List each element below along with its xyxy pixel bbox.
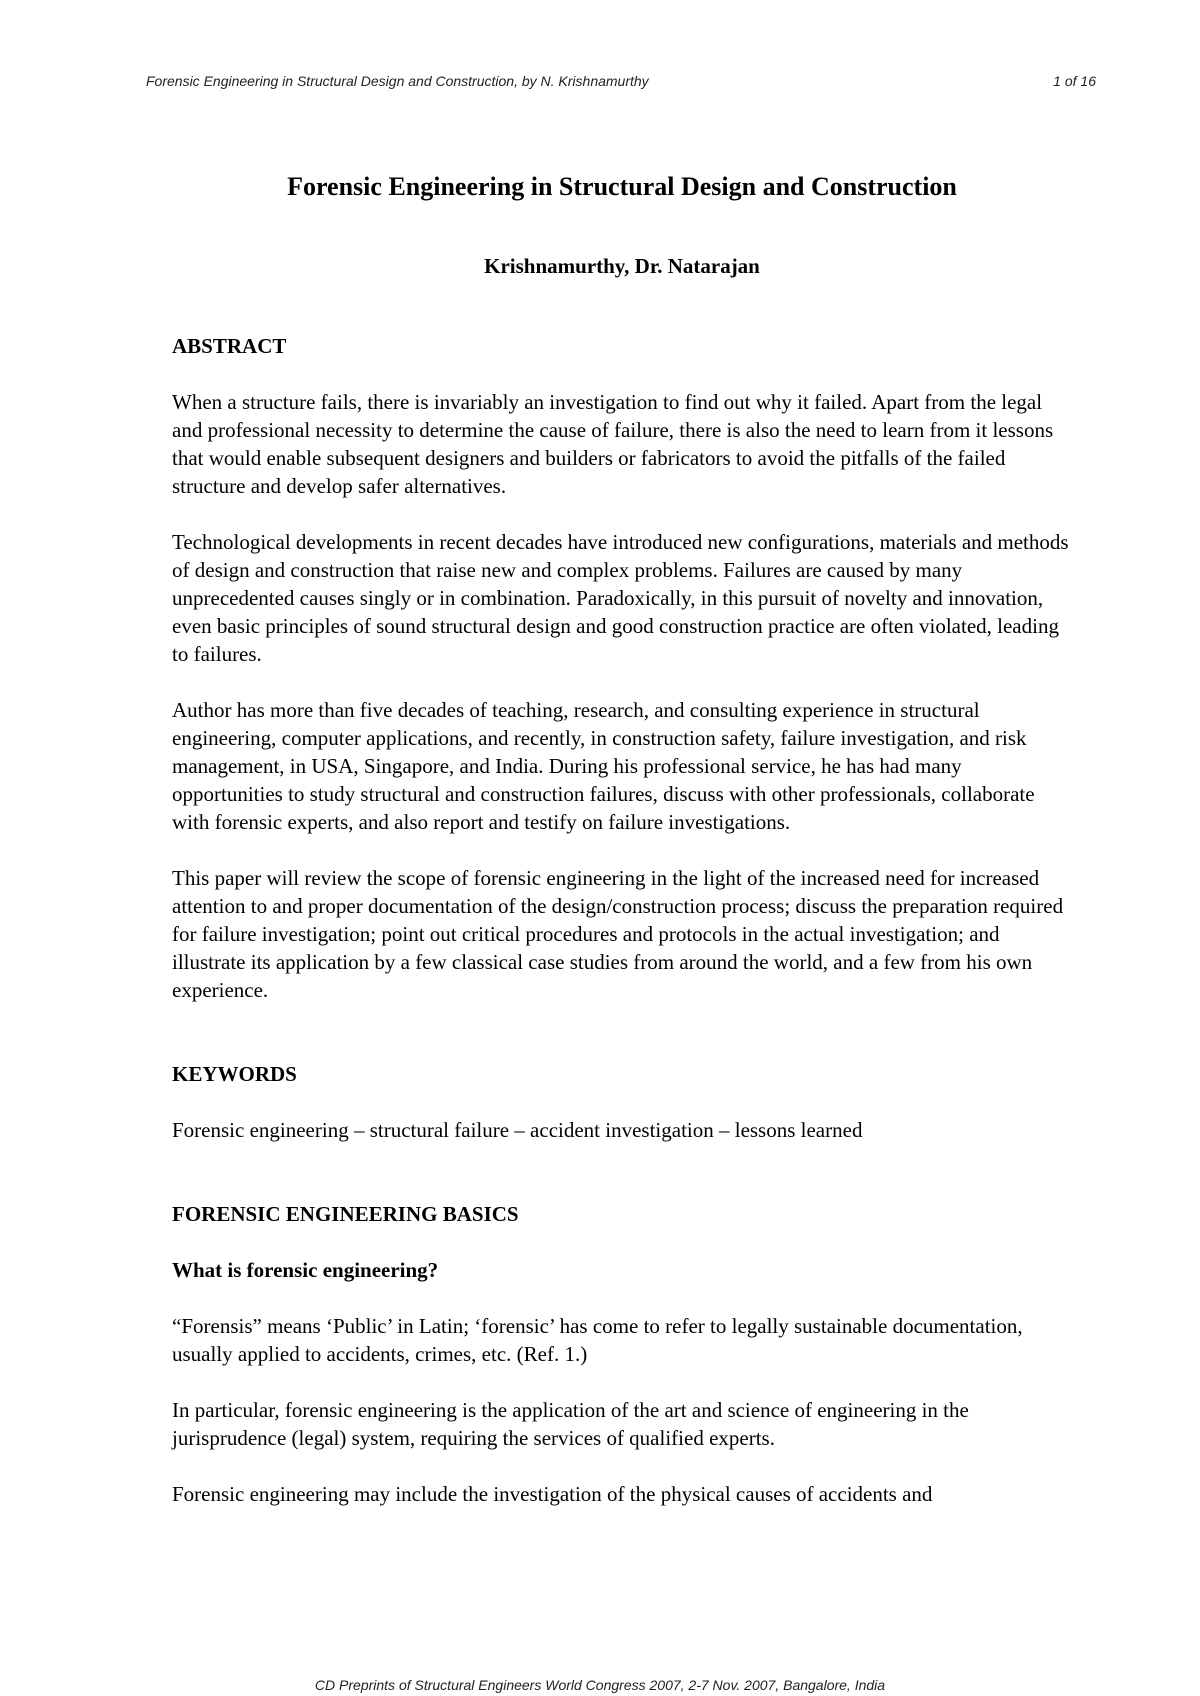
- paper-author: Krishnamurthy, Dr. Natarajan: [484, 254, 760, 278]
- paper-title: Forensic Engineering in Structural Design and Construction: [287, 172, 957, 201]
- abstract-paragraph-2: Technological developments in recent decades have introduced new configurations, materials and methods of design and construction that raise new and complex problems. Failures are caused by many unprecedented causes singly or in combination. Paradoxically, in this pursuit of novelty and innovation, even basic principles of sound structural design and good construction practice are often violated, leading to failures.: [172, 530, 1069, 666]
- abstract-paragraph-1: When a structure fails, there is invariably an investigation to find out why it failed. Apart from the legal and professional necessity to determine the cause of failure, there is also the need to learn from it lessons that would enable subsequent designers and builders or fabricators to avoid the pitfalls of the failed structure and develop safer alternatives.: [172, 390, 1054, 498]
- basics-subheading: What is forensic engineering?: [172, 1258, 439, 1282]
- running-header: [146, 73, 1096, 93]
- basics-paragraph-2: In particular, forensic engineering is the application of the art and science of engineering in the jurisprudence (legal) system, requiring the services of qualified experts.: [172, 1398, 969, 1450]
- abstract-heading: ABSTRACT: [172, 334, 287, 358]
- header-citation: Forensic Engineering in Structural Design and Construction, by N. Krishnamurthy: [146, 73, 649, 89]
- page-number: 1 of 16: [1053, 73, 1096, 89]
- running-footer: CD Preprints of Structural Engineers World Congress 2007, 2-7 Nov. 2007, Bangalore, India: [314, 1677, 886, 1693]
- basics-paragraph-3: Forensic engineering may include the investigation of the physical causes of accidents and: [172, 1482, 933, 1506]
- document-body: [172, 170, 1072, 1508]
- basics-paragraph-1: “Forensis” means ‘Public’ in Latin; ‘forensic’ has come to refer to legally sustainable documentation, usually applied to accidents, crimes, etc. (Ref. 1.): [172, 1314, 1023, 1366]
- basics-heading: FORENSIC ENGINEERING BASICS: [172, 1202, 519, 1226]
- keywords-text: Forensic engineering – structural failure – accident investigation – lessons learned: [172, 1118, 863, 1142]
- abstract-paragraph-4: This paper will review the scope of forensic engineering in the light of the increased need for increased attention to and proper documentation of the design/construction process; discuss the preparation required for failure investigation; point out critical procedures and protocols in the actual investigation; and illustrate its application by a few classical case studies from around the world, and a few from his own experience.: [172, 866, 1064, 1002]
- abstract-paragraph-3: Author has more than five decades of teaching, research, and consulting experience in structural engineering, computer applications, and recently, in construction safety, failure investigation, and risk management, in USA, Singapore, and India. During his professional service, he has had many opportunities to study structural and construction failures, discuss with other professionals, collaborate with forensic experts, and also report and testify on failure investigations.: [172, 698, 1035, 834]
- keywords-heading: KEYWORDS: [172, 1062, 297, 1086]
